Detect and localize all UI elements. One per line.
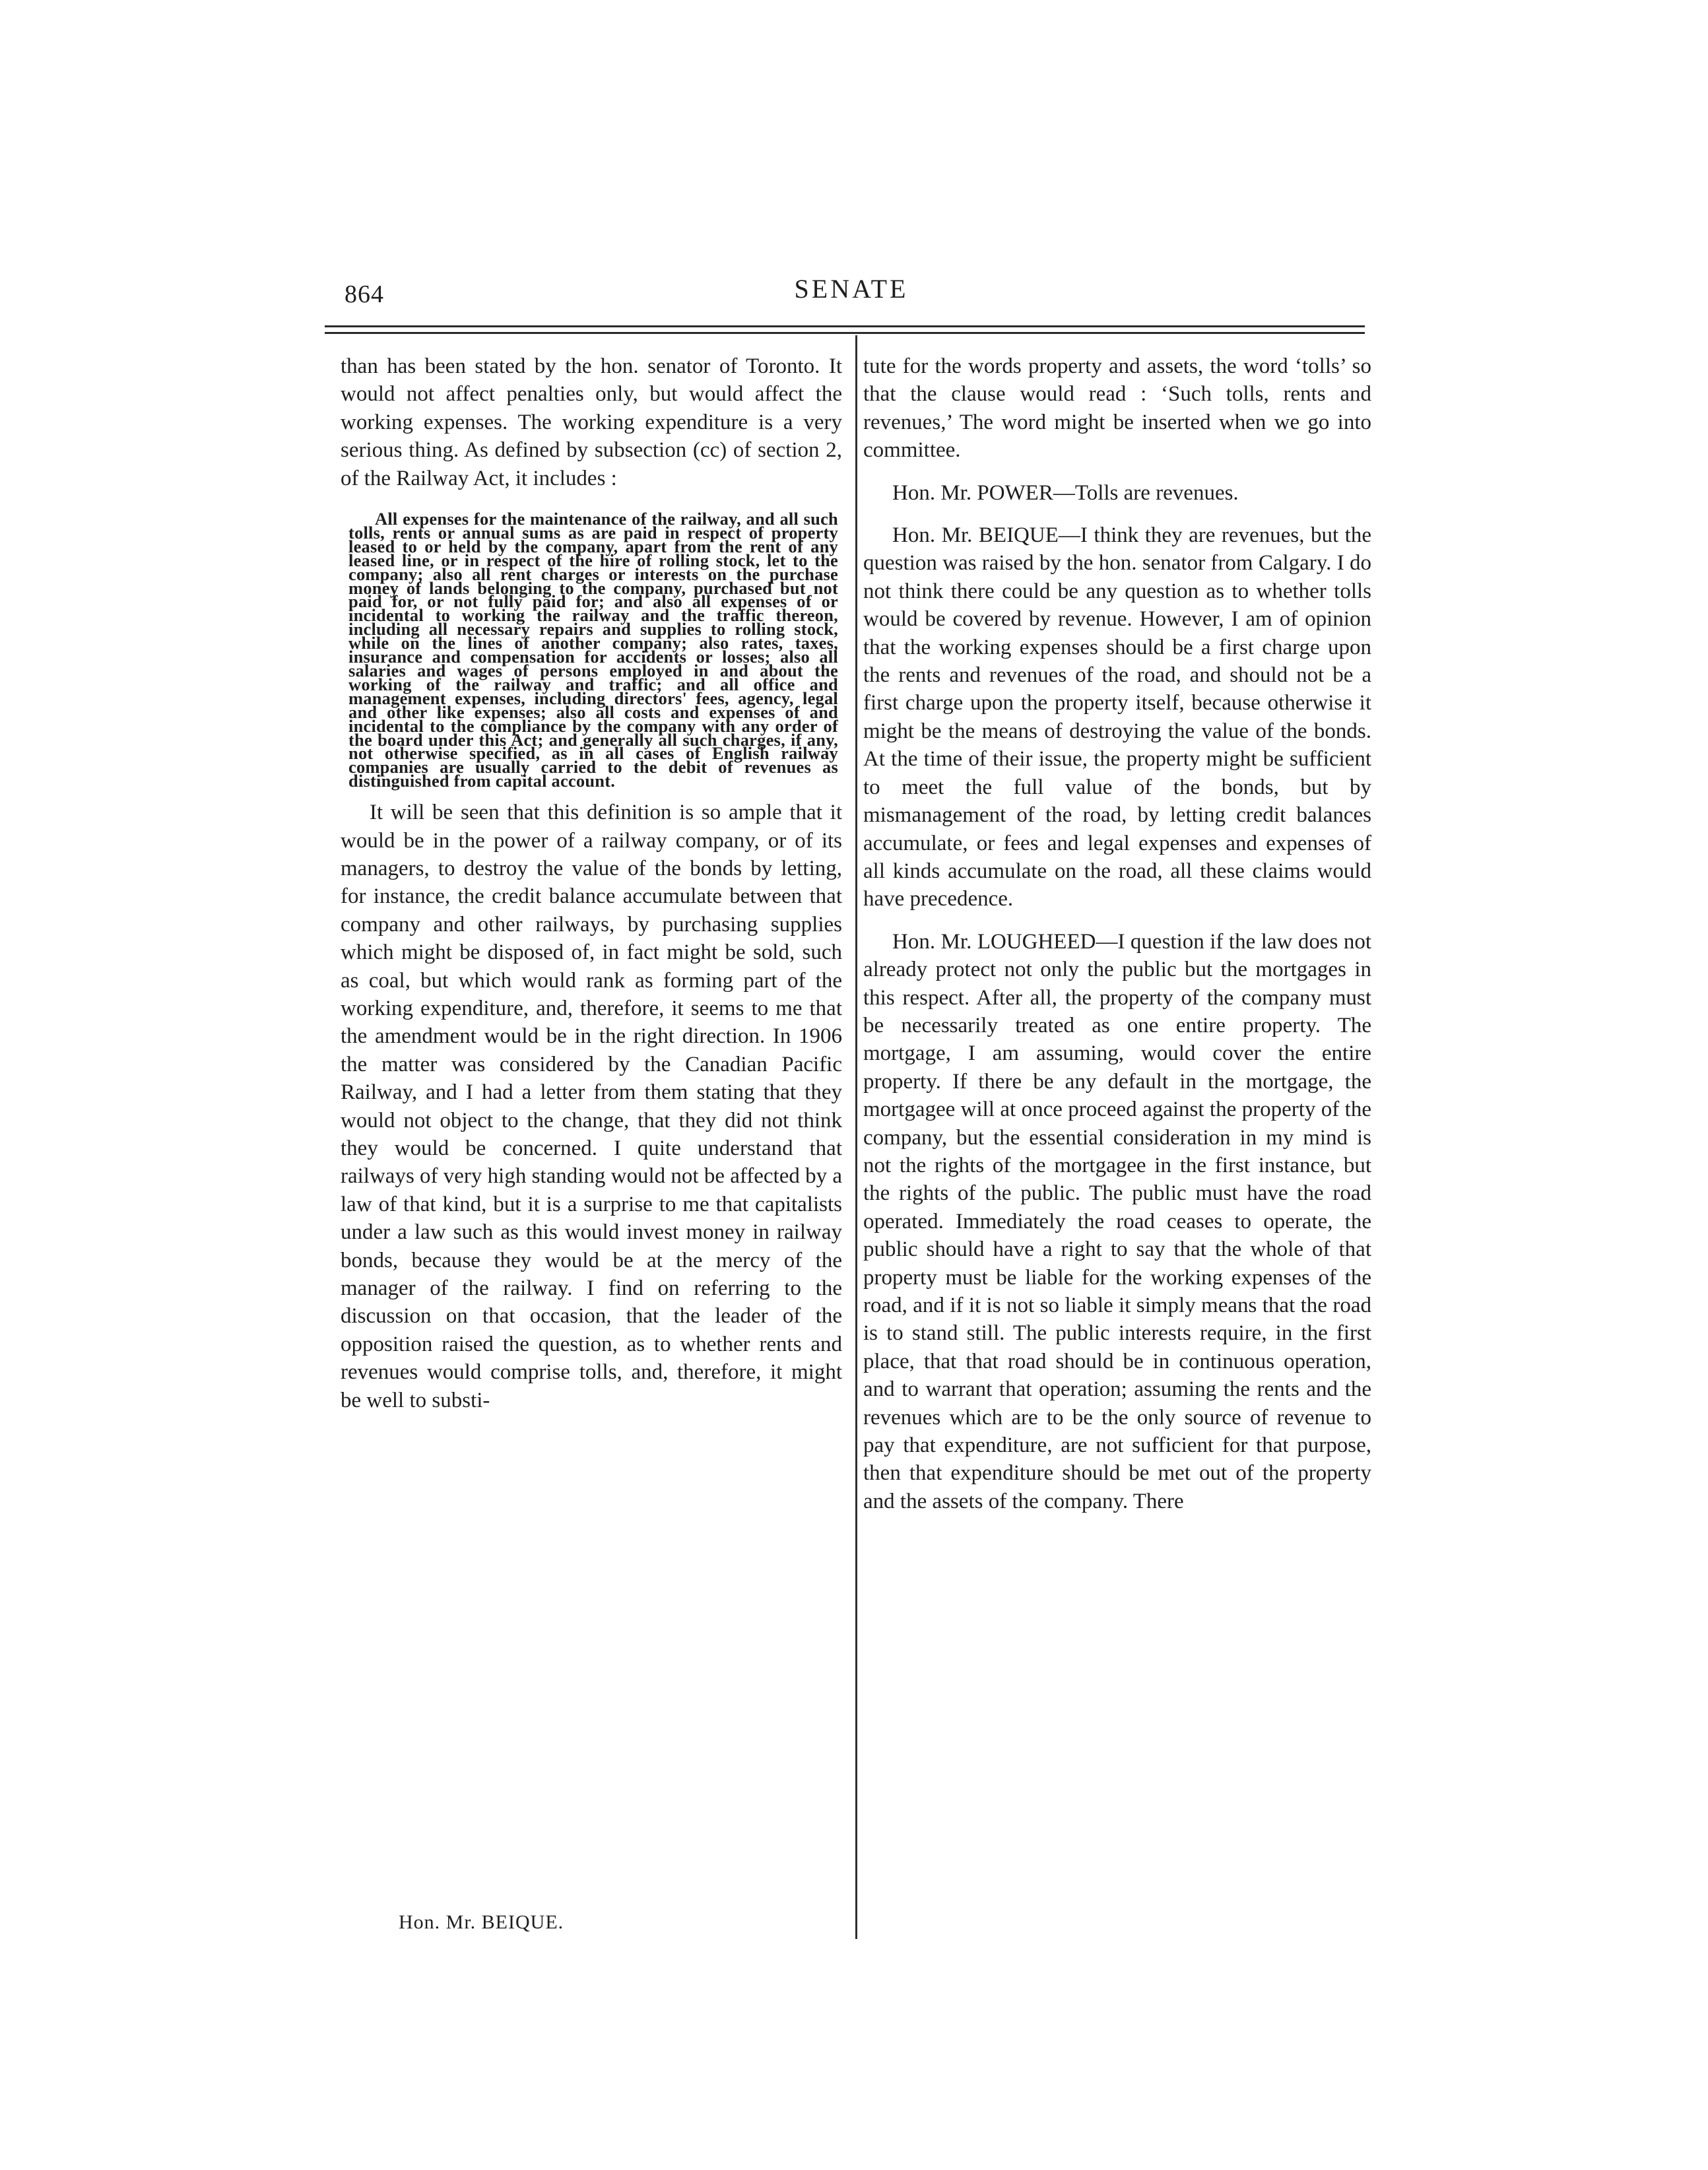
paragraph: It will be seen that this definition is so ample that it would be in the power of a railway company, or of its managers, to destroy the value of the bonds by letting, for instance, the credit balance accumulate between that company and other railways, by purchasing supplies which might be disposed of, in fact might be sold, such as coal, but which would rank as forming part of the working expenditure, and, therefore, it seems to me that the amendment would be in the right direction. In 1906 the matter was considered by the Canadian Pacific Railway, and I had a letter from them stating that they would not object to the change, that they did not think they would be concerned. I quite understand that railways of very high standing would not be affected by a law of that kind, but it is a surprise to me that capitalists under a law such as this would invest money in railway bonds, because they would be at the mercy of the manager of the railway. I find on referring to the discussion on that occasion, that the leader of the opposition raised the question, as to whether rents and revenues would comprise tolls, and, therefore, it might be well to substi- [341, 801, 843, 1412]
header-rule-bottom [325, 332, 1365, 334]
speaker-paragraph: Hon. Mr. LOUGHEED—I question if the law does not already protect not only the public but the mortgages in this respect. After all, the property of the company must be necessarily treated as one entire property. The mortgage, I am assuming, would cover the entire property. If there be any default in the mortgage, the mortgagee will at once proceed against the property of the company, but the essential consideration in my mind is not the rights of the mortgagee in the first instance, but the rights of the public. The public must have the road operated. Immediately the road ceases to operate, the public should have a right to say that the whole of that property must be liable for the working expenses of the road, and if it is not so liable it simply means that the road is to stand still. The public interests require, in the first place, that that road should be in continuous operation, and to warrant that operation; assuming the rents and the revenues which are to be the only source of revenue to pay that expenditure, are not sufficient for that purpose, then that expenditure should be met out of the property and the assets of the company. There [863, 929, 1371, 1513]
header-rule-top [325, 325, 1365, 327]
statute-quotation: All expenses for the maintenance of the railway, and all such tolls, rents or annual sums as are paid in respect of property leased to or held by the company, apart from the rent of any leased line, or in respect of the hire of rolling stock, let to the company; also all rent charges or interests on the purchase money of lands belonging to the company, purchased but not paid for, or not fully paid for; and also all expenses of or incidental to working the railway and the traffic thereon, including all necessary repairs and supplies to rolling stock, while on the lines of another company; also rates, taxes, insurance and compensation for accidents or losses; also all salaries and wages of persons employed in and about the working of the railway and traffic; and all office and management expenses, including directors' fees, agency, legal and other like expenses; also all costs and expenses of and incidental to the compliance by the company with any order of the board under this Act; and generally all such charges, if any, not otherwise specified, as in all cases of English railway companies are usually carried to the debit of revenues as distinguished from capital account. [348, 509, 838, 791]
running-head: SENATE [794, 274, 909, 304]
paragraph: tute for the words property and assets, the word ‘tolls’ so that the clause would read : ‘Such tolls, rents and revenues,’ The word might be inserted when we go into committee. [863, 354, 1371, 463]
speaker-paragraph: Hon. Mr. BEIQUE—I think they are revenues, but the question was raised by the hon. senator from Calgary. I do not think there could be any question as to whether tolls would be covered by revenue. However, I am of opinion that the working expenses should be a first charge upon the rents and revenues of the road, and should not be a first charge upon the property itself, because otherwise it might be the means of destroying the value of the bonds. At the time of their issue, the property might be sufficient to meet the full value of the bonds, but by mismanagement of the road, by letting credit balances accumulate, or fees and legal expenses and expenses of all kinds accumulate on the road, all these claims would have precedence. [863, 523, 1371, 911]
page-number: 864 [345, 280, 384, 308]
right-column [863, 352, 1371, 1515]
paragraph: than has been stated by the hon. senator of Toronto. It would not affect penalties only, but would affect the working expenses. The working expenditure is a very serious thing. As defined by subsection (cc) of section 2, of the Railway Act, it includes : [341, 354, 842, 490]
speaker-paragraph: Hon. Mr. POWER—Tolls are revenues. [892, 480, 1239, 505]
page-footer-speaker: Hon. Mr. BEIQUE. [399, 1911, 564, 1933]
left-column [341, 352, 842, 1414]
column-divider [855, 335, 857, 1939]
